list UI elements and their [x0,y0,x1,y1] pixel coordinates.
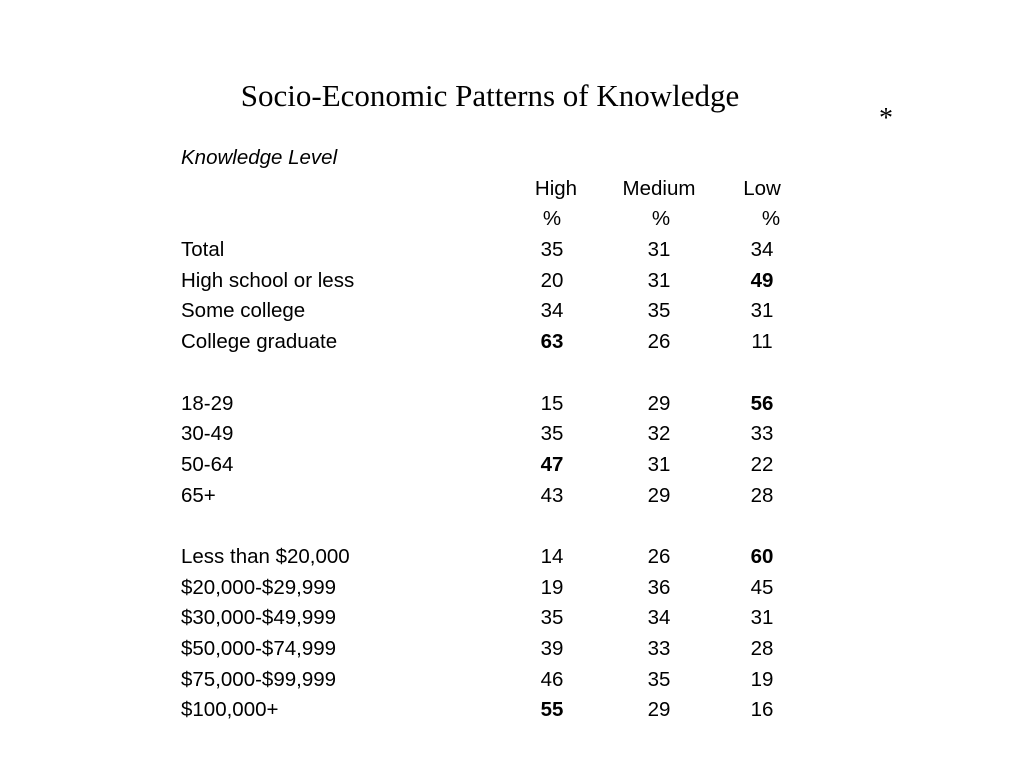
unit-row [181,204,801,235]
table-row [181,389,801,420]
table-row [181,235,801,266]
table-row [181,603,801,634]
value-high: 19 [540,575,564,599]
table-row [181,450,801,481]
value-medium: 35 [647,667,671,691]
value-high: 46 [540,667,564,691]
column-header-high: High [534,176,578,200]
value-low: 31 [750,299,774,323]
value-low: 22 [750,452,774,476]
table-row [181,665,801,696]
asterisk-mark: * [879,103,893,134]
table-body [181,235,801,726]
value-low: 28 [750,483,774,507]
table-row [181,419,801,450]
value-low: 31 [750,606,774,630]
value-medium: 35 [647,299,671,323]
value-low: 33 [750,422,774,446]
row-label: 18-29 [181,391,234,415]
value-medium: 32 [647,422,671,446]
value-medium: 31 [647,452,671,476]
row-label: Some college [181,299,306,323]
value-high: 20 [540,268,564,292]
row-label: College graduate [181,330,338,354]
value-medium: 36 [647,575,671,599]
table-row [181,634,801,665]
value-low: 34 [750,238,774,262]
value-medium: 29 [647,391,671,415]
value-low: 19 [750,667,774,691]
value-low: 28 [750,637,774,660]
row-label: 30-49 [181,422,234,446]
row-spacer [181,358,801,389]
row-label: 65+ [181,483,216,507]
value-high: 55 [540,698,564,722]
value-medium: 29 [647,698,671,722]
value-low: 60 [750,544,774,568]
row-label: $50,000-$74,999 [181,637,337,660]
column-header-low: Low [743,176,781,200]
value-high: 14 [540,544,564,568]
row-label: $30,000-$49,999 [181,606,337,630]
value-medium: 26 [647,544,671,568]
table-row [181,266,801,297]
value-high: 47 [540,452,564,476]
unit-medium: % [651,207,671,231]
value-high: 35 [540,606,564,630]
value-low: 56 [750,391,774,415]
value-medium: 31 [647,268,671,292]
table-row [181,695,801,726]
value-high: 39 [540,637,564,660]
row-label: Total [181,238,225,262]
value-high: 35 [540,422,564,446]
value-medium: 34 [647,606,671,630]
row-label: High school or less [181,268,355,292]
row-label: $20,000-$29,999 [181,575,337,599]
table-row [181,327,801,358]
value-high: 35 [540,238,564,262]
row-label: 50-64 [181,452,234,476]
table-row [181,296,801,327]
value-medium: 26 [647,330,671,354]
column-header-row [181,174,801,205]
table-heading-row [181,143,801,174]
column-header-medium: Medium [622,176,696,200]
table-row [181,542,801,573]
slide-title: Socio-Economic Patterns of Knowledge [240,78,740,113]
value-low: 45 [750,575,774,599]
value-high: 34 [540,299,564,323]
table-row [181,573,801,604]
value-low: 11 [751,330,773,354]
value-medium: 29 [647,483,671,507]
row-label: Less than $20,000 [181,544,350,568]
row-label: $100,000+ [181,698,279,722]
value-medium: 33 [647,637,671,660]
value-medium: 31 [647,238,671,262]
knowledge-level-heading: Knowledge Level [181,146,338,169]
row-label: $75,000-$99,999 [181,667,337,691]
value-low: 49 [750,268,774,292]
value-high: 43 [540,483,564,507]
value-high: 63 [540,330,564,354]
unit-high: % [542,207,562,231]
row-spacer [181,511,801,542]
value-low: 16 [750,698,774,722]
table-row [181,481,801,512]
unit-low: % [761,207,781,231]
value-high: 15 [540,391,564,415]
knowledge-table [181,143,801,726]
